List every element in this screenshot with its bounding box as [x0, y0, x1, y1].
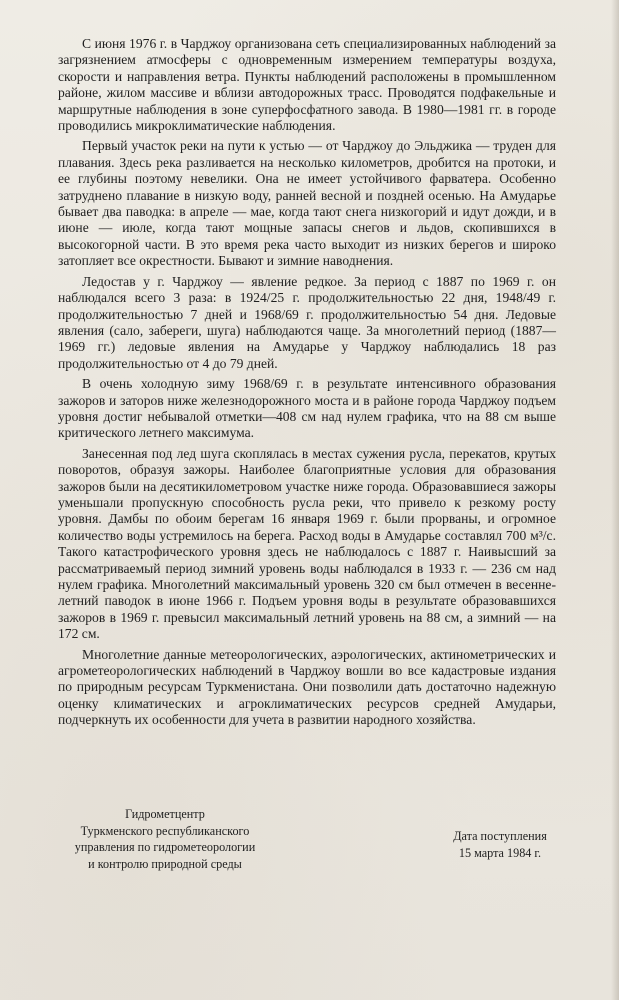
receipt-date [430, 828, 570, 861]
paragraph-cold-winter: В очень холодную зиму 1968/69 г. в результате интенсивного образования зажоров и заторов ниже железнодорожного моста и в районе города Чарджоу подъем уровня достиг небывалой отметки—408 см над нулем графика, что на 88 см выше критического летнего максимума. [58, 376, 556, 441]
paragraph-river-navigation: Первый участок реки на пути к устью — от Чарджоу до Эльджика — труден для плавания. Здесь река разливается на несколько километров, дробится на протоки, и ее глубины поэтому невелики. Она не имеет устойчивого фарватера. Особенно затруднено плавание в низкую воду, ранней весной и поздней осенью. На Амударье бывает два паводка: в апреле — мае, когда тают снега низкогорий и идут дожди, и в июне — июле, когда тают мощные запасы снегов и льдов, скопившихся в высокогорной части. В это время река часто выходит из низких берегов и широко затопляет все окрестности. Бывают и зимние наводнения. [58, 138, 556, 269]
main-text [58, 36, 556, 733]
organization-signature [60, 806, 270, 872]
organization-line: Туркменского республиканского [80, 823, 250, 838]
page-edge-shadow [611, 0, 619, 1000]
paragraph-monitoring-network: С июня 1976 г. в Чарджоу организована сеть специализированных наблюдений за загрязнением атмосферы с одновременным измерением температуры воздуха, скорости и направления ветра. Пункты наблюдений расположены в промышленном районе, жилом массиве и вблизи автодорожных трасс. Проводятся подфакельные и маршрутные наблюдения в зоне суперфосфатного завода. В 1980—1981 гг. в городе проводились микроклиматические наблюдения. [58, 36, 556, 134]
paragraph-long-term-data: Многолетние данные метеорологических, аэрологических, актинометрических и агрометеорологических наблюдений в Чарджоу вошли во все кадастровые издания по природным ресурсам Туркменистана. Они позволили дать достаточно надежную оценку климатических и агроклиматических ресурсов средней Амударьи, подчеркнуть их особенности для учета в развитии народного хозяйства. [58, 646, 556, 728]
receipt-date-value: 15 марта 1984 г. [458, 845, 542, 860]
organization-line: управления по гидрометеорологии [74, 840, 256, 854]
receipt-date-label: Дата поступления [453, 829, 547, 843]
organization-line: и контролю природной среды [88, 856, 242, 871]
organization-line: Гидрометцентр [125, 807, 205, 821]
paragraph-ice-jams: Занесенная под лед шуга скоплялась в местах сужения русла, перекатов, крутых поворотов, образуя зажоры. Наиболее благоприятные условия для образования зажоров были на десятикилометровом участке ниже города. Образовавшиеся зажоры уменьшали пропускную способность русла реки, что привело к резкому росту уровня. Дамбы по обоим берегам 16 января 1969 г. были прорваны, и огромное количество воды устремилось на берега. Расход воды в Амударье составлял 700 м³/с. Такого катастрофического уровня здесь не наблюдалось с 1887 г. Наивысший за рассматриваемый период зимний уровень воды наблюдался в 1933 г. — 236 см над нулем графика. Многолетний максимальный уровень 320 см был отмечен в весенне-летний паводок в июне 1966 г. Подъем уровня воды в результате образовавшихся зажоров в 1969 г. превысил максимальный летний уровень на 88 см, а зимний — на 172 см. [58, 445, 556, 642]
paragraph-ice-cover: Ледостав у г. Чарджоу — явление редкое. За период с 1887 по 1969 г. он наблюдался всего 3 раза: в 1924/25 г. продолжительностью 22 дня, 1948/49 г. продолжительностью 7 дней и 1968/69 г. продолжительностью 54 дня. Ледовые явления (сало, забереги, шуга) наблюдаются чаще. За многолетний период (1887—1969 гг.) ледовые явления на Амударье у Чарджоу наблюдались 18 раз продолжительностью от 4 до 79 дней. [58, 273, 556, 371]
